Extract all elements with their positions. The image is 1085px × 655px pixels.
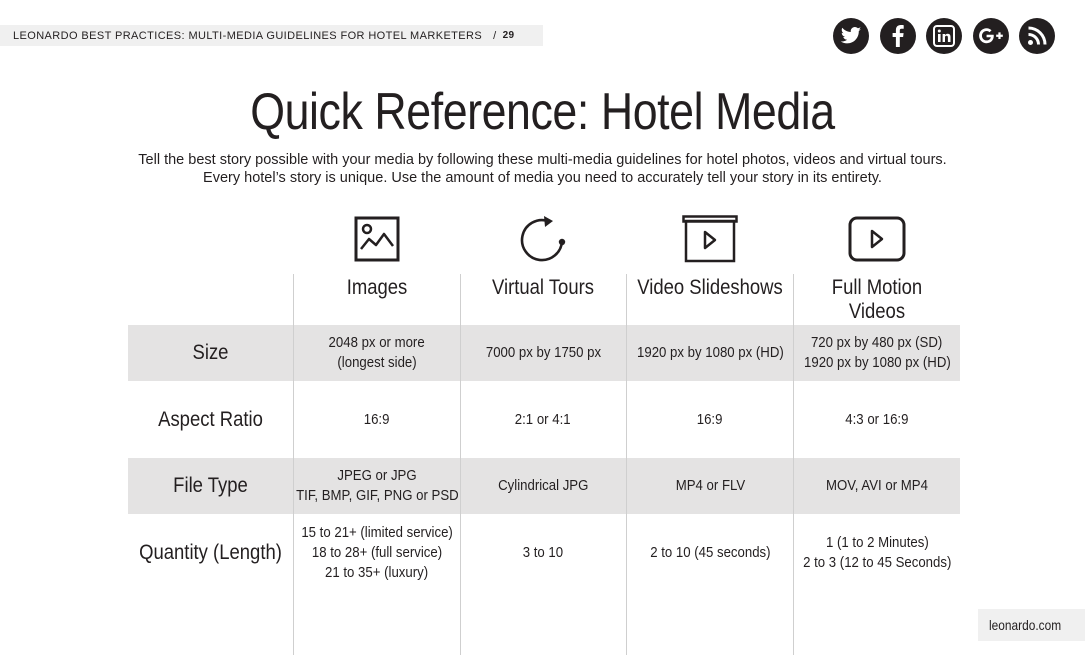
row-label-aspect-ratio: Aspect Ratio: [158, 408, 263, 431]
cell-line: 1920 px by 1080 px (HD): [803, 354, 951, 371]
cell-line: MP4 or FLV: [675, 477, 745, 494]
cell-line: TIF, BMP, GIF, PNG or PSD: [295, 487, 459, 504]
cell-line: (longest side): [337, 354, 417, 371]
cell-line: 7000 px by 1750 px: [485, 344, 601, 361]
table-cell: [627, 520, 793, 586]
cell-line: 2 to 10 (45 seconds): [649, 544, 771, 561]
intro-line-1: Tell the best story possible with your media by following these multi-media guidelines for hotel photos, videos and virtual tours.: [138, 152, 947, 168]
row-label-file-type: File Type: [173, 474, 248, 497]
cell-line: 18 to 28+ (full service): [311, 544, 443, 561]
cell-line: 4:3 or 16:9: [845, 411, 909, 428]
table-cell: [627, 325, 793, 381]
table-cell: [460, 325, 626, 381]
intro-line-2: Every hotel’s story is unique. Use the amount of media you need to accurately tell your story in its entirety.: [203, 170, 882, 186]
table-cell: [794, 520, 960, 586]
table-cell: [294, 520, 460, 586]
row-label-quantity: Quantity (Length): [139, 541, 282, 564]
cell-line: 2 to 3 (12 to 45 Seconds): [802, 554, 952, 571]
cell-line: JPEG or JPG: [337, 467, 417, 484]
cell-line: 2:1 or 4:1: [515, 411, 571, 428]
table-cell: [794, 458, 960, 514]
cell-line: 720 px by 480 px (SD): [811, 334, 943, 351]
cell-line: Cylindrical JPG: [497, 477, 589, 494]
cell-line: MOV, AVI or MP4: [826, 477, 928, 494]
cell-line: 15 to 21+ (limited service): [301, 524, 453, 541]
table-cell: [627, 458, 793, 514]
table-cell: [460, 392, 626, 448]
column-header-full-motion-videos: Full Motion Videos: [831, 276, 923, 323]
document-title: LEONARDO BEST PRACTICES: MULTI-MEDIA GUIDELINES FOR HOTEL MARKETERS: [13, 29, 483, 42]
table-cell: [294, 392, 460, 448]
footer-brand-link[interactable]: [978, 609, 1085, 641]
cell-line: 21 to 35+ (luxury): [325, 564, 429, 581]
cell-line: 2048 px or more: [328, 334, 426, 351]
video-play-icon: [794, 214, 960, 264]
column-header-video-slideshows: Video Slideshows: [637, 276, 783, 299]
cell-line: 16:9: [697, 411, 723, 428]
slideshow-icon: [627, 214, 793, 264]
cell-line: 1920 px by 1080 px (HD): [636, 344, 784, 361]
header-separator: /: [493, 29, 497, 42]
cell-line: 3 to 10: [522, 544, 564, 561]
table-cell: [460, 458, 626, 514]
table-cell: [627, 392, 793, 448]
virtual-tour-icon: [460, 214, 626, 264]
cell-line: 16:9: [364, 411, 390, 428]
table-cell: [794, 392, 960, 448]
column-header-images: Images: [346, 276, 408, 299]
page-title: Quick Reference: Hotel Media: [250, 83, 835, 141]
table-cell: [294, 325, 460, 381]
cell-line: 1 (1 to 2 Minutes): [825, 534, 929, 551]
table-cell: [460, 520, 626, 586]
footer-brand-text: leonardo.com: [989, 617, 1062, 633]
row-label-size: Size: [192, 341, 229, 364]
page-number: 29: [502, 30, 515, 41]
table-cell: [294, 458, 460, 514]
table-cell: [794, 325, 960, 381]
image-icon: [294, 214, 460, 264]
column-header-virtual-tours: Virtual Tours: [491, 276, 595, 299]
